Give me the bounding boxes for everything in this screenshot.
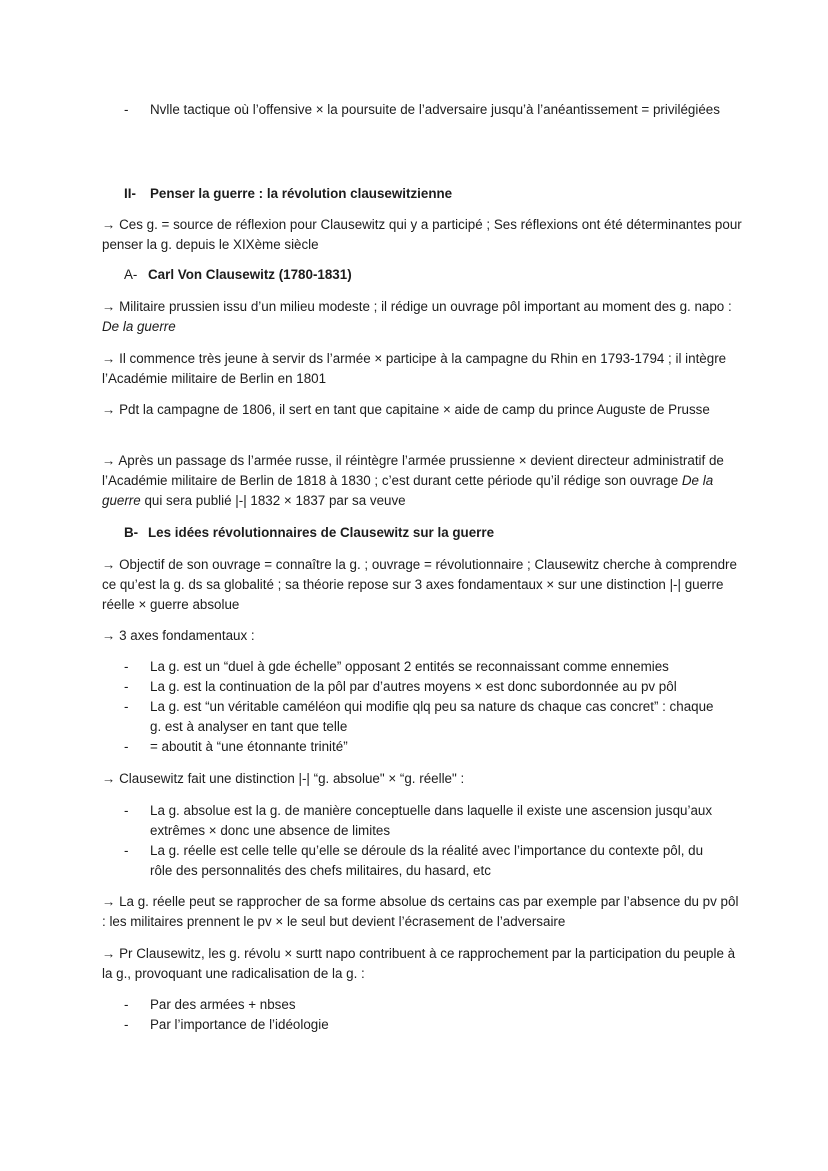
distinction-list <box>124 801 724 881</box>
book-title: De la guerre <box>102 319 176 334</box>
subsection-number: A- <box>124 267 138 282</box>
subsection-title: Carl Von Clausewitz (1780-1831) <box>148 267 352 282</box>
section-title: Penser la guerre : la révolution clausewitzienne <box>150 186 453 201</box>
radicalisation-list <box>124 995 724 1035</box>
top-bullet-list <box>124 100 724 120</box>
list-item: - La g. est la continuation de la pôl par d’autres moyens × est donc subordonnée au pv pôl <box>124 677 724 697</box>
paragraph: → Pr Clausewitz, les g. révolu × surtt napo contribuent à ce rapprochement par la participation du peuple à la g., provoquant une radicalisation de la g. : <box>102 946 736 981</box>
list-item: - Par des armées + nbses <box>124 995 724 1015</box>
paragraph <box>102 451 742 511</box>
list-item: - La g. absolue est la g. de manière conceptuelle dans laquelle il existe une ascension jusqu’aux extrêmes × donc une absence de limites <box>124 801 724 841</box>
paragraph-text: → Militaire prussien issu d’un milieu modeste ; il rédige un ouvrage pôl important au moment des g. napo : <box>102 299 732 314</box>
paragraph: → Il commence très jeune à servir ds l’armée × participe à la campagne du Rhin en 1793-1794 ; il intègre l’Académie militaire de Berlin en 1801 <box>102 351 727 386</box>
paragraph: → Objectif de son ouvrage = connaître la g. ; ouvrage = révolutionnaire ; Clausewitz cherche à comprendre ce qu’est la g. ds sa globalité ; sa théorie repose sur 3 axes fondamentaux × sur une distinction |-| guerre réelle × guerre absolue <box>102 557 737 612</box>
list-item: - = aboutit à “une étonnante trinité” <box>124 737 724 757</box>
list-item: - Par l’importance de l’idéologie <box>124 1015 724 1035</box>
paragraph: → 3 axes fondamentaux : <box>102 628 255 643</box>
axes-list <box>124 657 724 757</box>
paragraph: → Pdt la campagne de 1806, il sert en tant que capitaine × aide de camp du prince Auguste de Prusse <box>102 402 710 417</box>
subsection-heading <box>102 523 742 543</box>
list-item: - La g. est un “duel à gde échelle” opposant 2 entités se reconnaissant comme ennemies <box>124 657 724 677</box>
paragraph-text: → Après un passage ds l’armée russe, il réintègre l’armée prussienne × devient directeur administratif de l’Académie militaire de Berlin de 1818 à 1830 ; c’est durant cette période qu’il rédige son ouvrage <box>102 453 724 488</box>
paragraph: → La g. réelle peut se rapprocher de sa forme absolue ds certains cas par exemple par l’absence du pv pôl : les militaires prennent le pv × le seul but devient l’écrasement de l’adversaire <box>102 894 739 929</box>
section-heading <box>102 184 742 204</box>
list-item: - La g. réelle est celle telle qu’elle se déroule ds la réalité avec l’importance du contexte pôl, du rôle des personnalités des chefs militaires, du hasard, etc <box>124 841 724 881</box>
subsection-title: Les idées révolutionnaires de Clausewitz sur la guerre <box>148 525 495 540</box>
section-number: II- <box>124 186 136 201</box>
book-title: De la guerre <box>102 473 714 508</box>
list-item: - La g. est “un véritable caméléon qui modifie qlq peu sa nature ds chaque cas concret” : chaque g. est à analyser en tant que telle <box>124 697 724 737</box>
list-item: - Nvlle tactique où l’offensive × la poursuite de l’adversaire jusqu’à l’anéantissement = privilégiées <box>124 100 724 120</box>
paragraph: → Ces g. = source de réflexion pour Clausewitz qui y a participé ; Ses réflexions ont été déterminantes pour penser la g. depuis le XIXème siècle <box>102 217 742 252</box>
paragraph <box>102 297 742 337</box>
paragraph: → Clausewitz fait une distinction |-| “g. absolue" × “g. réelle" : <box>102 771 465 786</box>
subsection-number: B- <box>124 525 139 540</box>
paragraph-text: qui sera publié |-| 1832 × 1837 par sa veuve <box>140 493 406 508</box>
subsection-heading <box>102 265 742 285</box>
